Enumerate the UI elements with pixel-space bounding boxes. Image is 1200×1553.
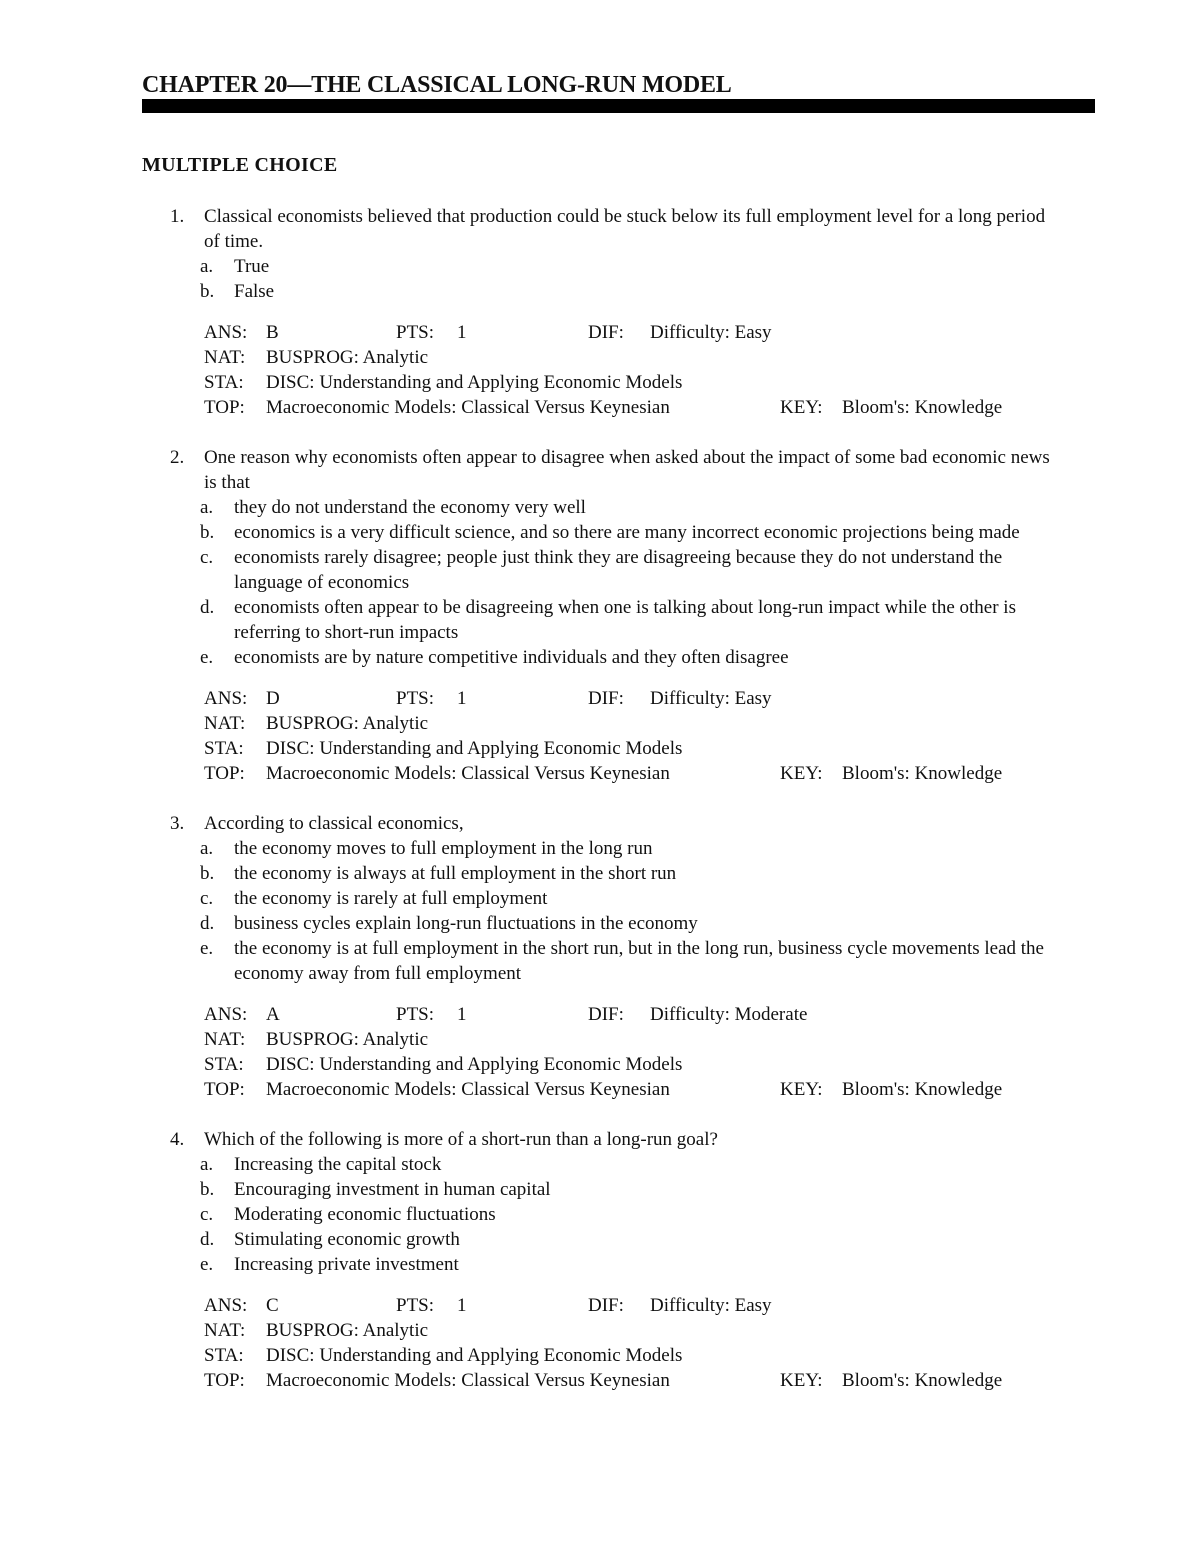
answer-metadata <box>142 1002 1062 1102</box>
meta-row-top <box>204 1077 1062 1102</box>
option-letter: a. <box>200 256 214 277</box>
pts-label: PTS: <box>396 1004 435 1025</box>
option-letter: c. <box>200 547 214 568</box>
meta-row-ans <box>204 686 1062 711</box>
dif-label: DIF: <box>588 1004 624 1025</box>
top-label: TOP: <box>204 1370 245 1391</box>
option-b <box>142 279 1062 304</box>
question-text: Classical economists believed that production could be stuck below its full employment level for a long period of time. <box>204 206 1046 252</box>
option-b <box>142 520 1062 545</box>
question-text: According to classical economics, <box>204 813 464 834</box>
option-letter: a. <box>200 1154 214 1175</box>
answer-metadata <box>142 686 1062 786</box>
option-text: the economy is always at full employment in the short run <box>234 863 677 884</box>
nat-label: NAT: <box>204 713 246 734</box>
option-text: True <box>234 256 270 277</box>
option-text: economics is a very difficult science, and so there are many incorrect economic projections being made <box>234 522 1020 543</box>
question-text: Which of the following is more of a short-run than a long-run goal? <box>204 1129 718 1150</box>
option-letter: a. <box>200 838 214 859</box>
top-label: TOP: <box>204 1079 245 1100</box>
pts-value: 1 <box>457 688 467 709</box>
key-label: KEY: <box>780 763 823 784</box>
nat-label: NAT: <box>204 1320 246 1341</box>
sta-value: DISC: Understanding and Applying Economic Models <box>266 1054 683 1075</box>
sta-label: STA: <box>204 1345 244 1366</box>
key-label: KEY: <box>780 1370 823 1391</box>
top-label: TOP: <box>204 763 245 784</box>
answer-metadata <box>142 1293 1062 1393</box>
meta-row-top <box>204 1368 1062 1393</box>
question-1 <box>142 204 1062 420</box>
option-text: economists rarely disagree; people just think they are disagreeing because they do not understand the language of economics <box>234 547 1003 593</box>
ans-label: ANS: <box>204 322 248 343</box>
question-list <box>142 204 1062 1393</box>
option-b <box>142 1177 1062 1202</box>
ans-value: C <box>266 1295 279 1316</box>
pts-value: 1 <box>457 1004 467 1025</box>
option-d <box>142 911 1062 936</box>
key-label: KEY: <box>780 397 823 418</box>
pts-label: PTS: <box>396 322 435 343</box>
top-value: Macroeconomic Models: Classical Versus Keynesian <box>266 763 670 784</box>
option-letter: d. <box>200 1229 215 1250</box>
pts-label: PTS: <box>396 688 435 709</box>
ans-label: ANS: <box>204 1295 248 1316</box>
question-stem <box>142 204 1062 254</box>
answer-metadata <box>142 320 1062 420</box>
meta-row-ans <box>204 1293 1062 1318</box>
option-text: Increasing private investment <box>234 1254 459 1275</box>
meta-row-nat <box>204 345 1062 370</box>
option-letter: b. <box>200 863 215 884</box>
meta-row-sta <box>204 1052 1062 1077</box>
option-e <box>142 1252 1062 1277</box>
option-a <box>142 836 1062 861</box>
nat-label: NAT: <box>204 347 246 368</box>
question-number: 3. <box>170 813 185 834</box>
sta-value: DISC: Understanding and Applying Economic Models <box>266 738 683 759</box>
dif-value: Difficulty: Easy <box>650 688 772 709</box>
option-text: Encouraging investment in human capital <box>234 1179 551 1200</box>
ans-label: ANS: <box>204 688 248 709</box>
ans-value: A <box>266 1004 280 1025</box>
question-stem <box>142 1127 1062 1152</box>
dif-label: DIF: <box>588 688 624 709</box>
answer-options <box>142 836 1062 986</box>
option-text: Stimulating economic growth <box>234 1229 460 1250</box>
option-d <box>142 595 1062 645</box>
ans-label: ANS: <box>204 1004 248 1025</box>
sta-label: STA: <box>204 1054 244 1075</box>
top-value: Macroeconomic Models: Classical Versus Keynesian <box>266 1079 670 1100</box>
option-d <box>142 1227 1062 1252</box>
top-value: Macroeconomic Models: Classical Versus Keynesian <box>266 1370 670 1391</box>
nat-label: NAT: <box>204 1029 246 1050</box>
meta-row-sta <box>204 370 1062 395</box>
question-stem <box>142 445 1062 495</box>
ans-value: B <box>266 322 279 343</box>
meta-row-top <box>204 761 1062 786</box>
meta-row-sta <box>204 1343 1062 1368</box>
option-e <box>142 936 1062 986</box>
option-letter: c. <box>200 888 214 909</box>
question-spacer <box>142 420 1062 445</box>
meta-row-ans <box>204 1002 1062 1027</box>
option-letter: a. <box>200 497 214 518</box>
option-a <box>142 254 1062 279</box>
pts-label: PTS: <box>396 1295 435 1316</box>
option-text: economists often appear to be disagreeing when one is talking about long-run impact while the other is referring to short-run impacts <box>234 597 1016 643</box>
sta-label: STA: <box>204 372 244 393</box>
option-c <box>142 545 1062 595</box>
key-value: Bloom's: Knowledge <box>842 763 1003 784</box>
nat-value: BUSPROG: Analytic <box>266 1029 429 1050</box>
option-text: Moderating economic fluctuations <box>234 1204 496 1225</box>
option-letter: d. <box>200 913 215 934</box>
option-text: Increasing the capital stock <box>234 1154 442 1175</box>
key-label: KEY: <box>780 1079 823 1100</box>
answer-options <box>142 254 1062 304</box>
nat-value: BUSPROG: Analytic <box>266 1320 429 1341</box>
option-letter: b. <box>200 1179 215 1200</box>
top-value: Macroeconomic Models: Classical Versus Keynesian <box>266 397 670 418</box>
pts-value: 1 <box>457 322 467 343</box>
dif-value: Difficulty: Easy <box>650 322 772 343</box>
section-heading: MULTIPLE CHOICE <box>142 154 338 176</box>
question-spacer <box>142 786 1062 811</box>
title-rule <box>142 99 1095 113</box>
option-text: economists are by nature competitive individuals and they often disagree <box>234 647 789 668</box>
option-e <box>142 645 1062 670</box>
question-number: 4. <box>170 1129 185 1150</box>
option-c <box>142 1202 1062 1227</box>
option-letter: d. <box>200 597 215 618</box>
option-letter: c. <box>200 1204 214 1225</box>
nat-value: BUSPROG: Analytic <box>266 347 429 368</box>
option-text: the economy is rarely at full employment <box>234 888 548 909</box>
meta-row-top <box>204 395 1062 420</box>
option-text: the economy is at full employment in the short run, but in the long run, business cycle movements lead the economy away from full employment <box>234 938 1044 984</box>
question-4 <box>142 1127 1062 1393</box>
meta-row-sta <box>204 736 1062 761</box>
dif-label: DIF: <box>588 1295 624 1316</box>
dif-label: DIF: <box>588 322 624 343</box>
answer-options <box>142 495 1062 670</box>
chapter-title: CHAPTER 20—THE CLASSICAL LONG-RUN MODEL <box>142 72 732 98</box>
meta-row-ans <box>204 320 1062 345</box>
question-text: One reason why economists often appear to disagree when asked about the impact of some bad economic news is that <box>204 447 1050 493</box>
option-a <box>142 1152 1062 1177</box>
sta-value: DISC: Understanding and Applying Economic Models <box>266 372 683 393</box>
option-a <box>142 495 1062 520</box>
top-label: TOP: <box>204 397 245 418</box>
key-value: Bloom's: Knowledge <box>842 1370 1003 1391</box>
meta-row-nat <box>204 711 1062 736</box>
option-letter: e. <box>200 938 214 959</box>
option-letter: b. <box>200 522 215 543</box>
question-2 <box>142 445 1062 786</box>
option-text: the economy moves to full employment in the long run <box>234 838 653 859</box>
dif-value: Difficulty: Moderate <box>650 1004 808 1025</box>
option-letter: b. <box>200 281 215 302</box>
option-text: False <box>234 281 275 302</box>
question-spacer <box>142 1102 1062 1127</box>
option-b <box>142 861 1062 886</box>
question-number: 1. <box>170 206 185 227</box>
answer-options <box>142 1152 1062 1277</box>
option-letter: e. <box>200 1254 214 1275</box>
meta-row-nat <box>204 1318 1062 1343</box>
sta-label: STA: <box>204 738 244 759</box>
option-letter: e. <box>200 647 214 668</box>
ans-value: D <box>266 688 280 709</box>
option-text: business cycles explain long-run fluctuations in the economy <box>234 913 698 934</box>
dif-value: Difficulty: Easy <box>650 1295 772 1316</box>
nat-value: BUSPROG: Analytic <box>266 713 429 734</box>
key-value: Bloom's: Knowledge <box>842 397 1003 418</box>
sta-value: DISC: Understanding and Applying Economic Models <box>266 1345 683 1366</box>
key-value: Bloom's: Knowledge <box>842 1079 1003 1100</box>
pts-value: 1 <box>457 1295 467 1316</box>
option-c <box>142 886 1062 911</box>
question-number: 2. <box>170 447 185 468</box>
option-text: they do not understand the economy very well <box>234 497 586 518</box>
question-stem <box>142 811 1062 836</box>
meta-row-nat <box>204 1027 1062 1052</box>
question-3 <box>142 811 1062 1102</box>
